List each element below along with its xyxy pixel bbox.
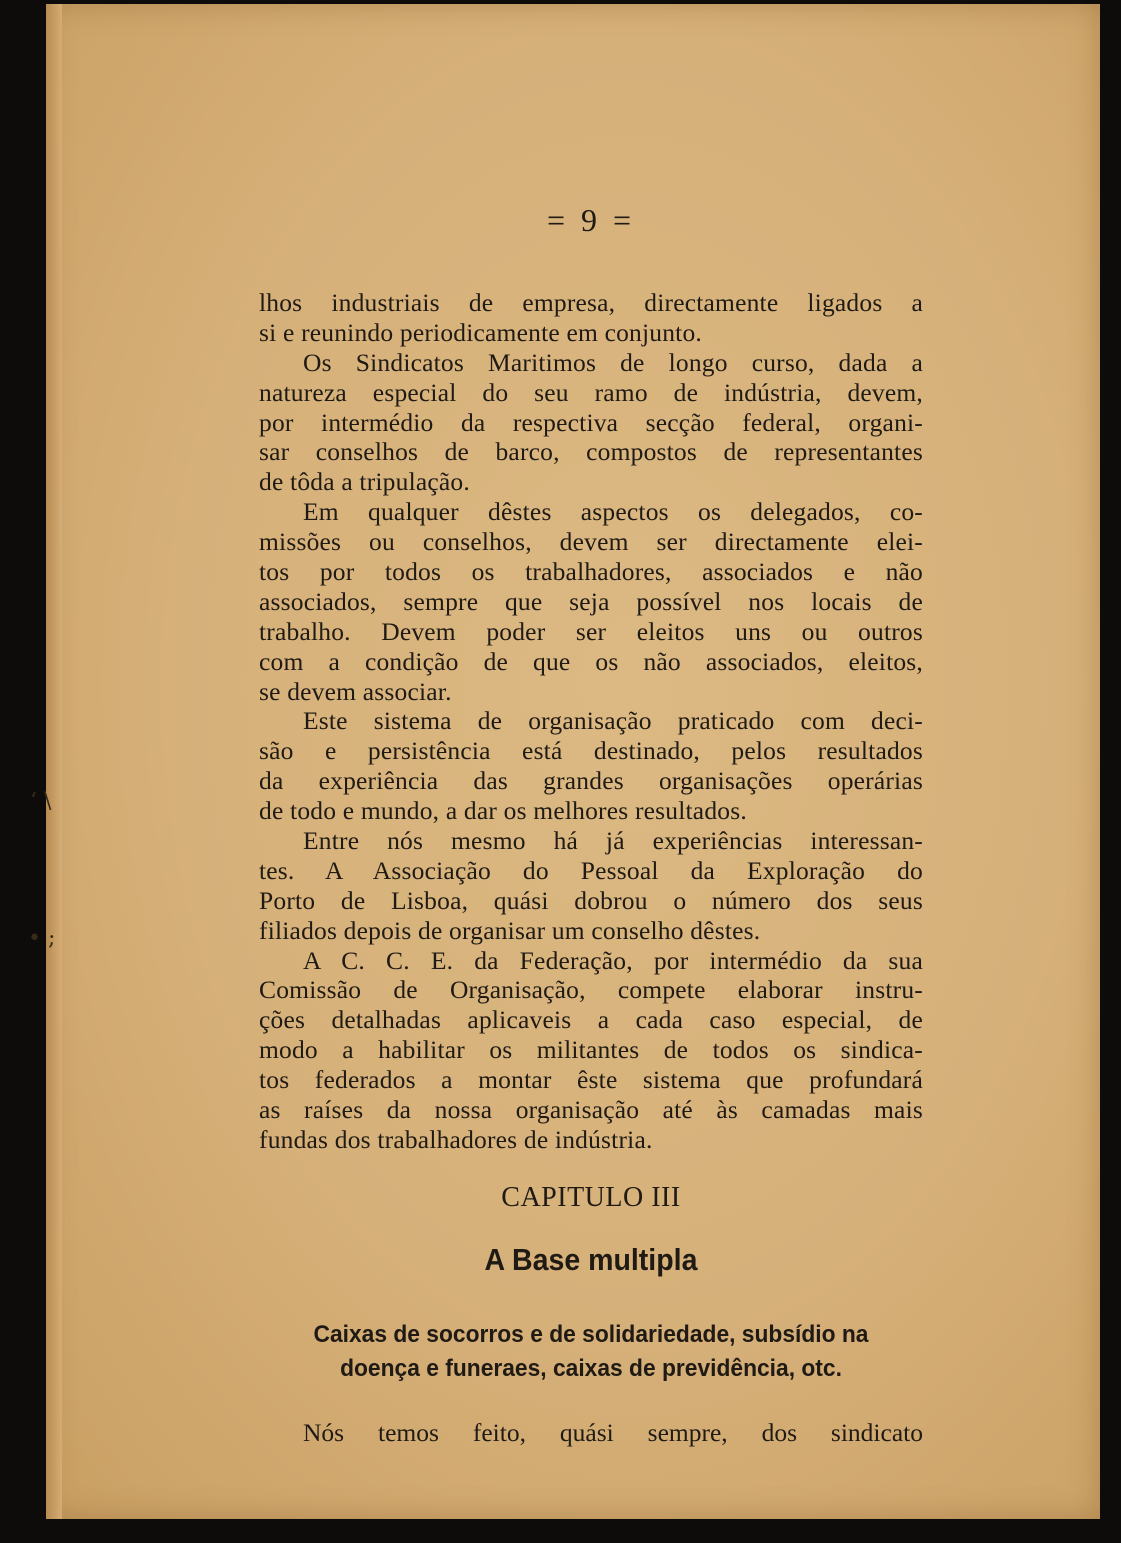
text-line: Este sistema de organisação praticado com deci- xyxy=(303,706,923,736)
paper-sheet xyxy=(28,4,1100,1519)
binding-edge xyxy=(46,4,62,1519)
text-line: lhos industriais de empresa, directamente ligados a xyxy=(259,288,923,317)
text-line: Entre nós mesmo há já experiências interessan- xyxy=(303,826,923,856)
body-text xyxy=(259,288,923,1155)
text-line: por intermédio da respectiva secção federal, organi- xyxy=(259,407,923,437)
text-line: trabalho. Devem poder ser eleitos uns ou outros xyxy=(259,616,923,646)
text-line: tes. A Associação do Pessoal da Exploração do xyxy=(259,855,923,885)
text-line: sar conselhos de barco, compostos de representantes xyxy=(259,437,923,467)
page-number: = 9 = xyxy=(546,202,636,238)
text-line: são e persistência está destinado, pelos resultados xyxy=(259,736,923,766)
text-line: as raíses da nossa organisação até às camadas mais xyxy=(259,1095,923,1125)
text-line: filiados depois de organisar um conselho dêstes. xyxy=(259,915,761,945)
text-line: da experiência das grandes organisações operárias xyxy=(259,766,923,796)
text-line: de todo e mundo, a dar os melhores resultados. xyxy=(259,796,747,826)
binding-mark: • ; xyxy=(28,926,56,951)
summary-line: Caixas de socorros e de solidariedade, subsídio na xyxy=(313,1321,869,1348)
chapter-summary xyxy=(259,1318,923,1386)
text-line: associados, sempre que seja possível nos locais de xyxy=(259,586,923,616)
text-line: se devem associar. xyxy=(259,676,452,706)
text-line: Porto de Lisboa, quási dobrou o número dos seus xyxy=(259,885,923,915)
text-line: A C. C. E. da Federação, por intermédio da sua xyxy=(303,945,923,975)
text-line: ções detalhadas aplicaveis a cada caso especial, de xyxy=(259,1005,923,1035)
chapter-title: A Base multipla xyxy=(484,1242,698,1277)
text-line: Nós temos feito, quási sempre, dos sindicato xyxy=(303,1418,923,1447)
text-line: modo a habilitar os militantes de todos os sindica- xyxy=(259,1035,923,1065)
binding-mark: ‘ \ xyxy=(30,789,52,814)
text-line: Comissão de Organisação, compete elaborar instru- xyxy=(259,975,923,1005)
text-line: Em qualquer dêstes aspectos os delegados, co- xyxy=(303,497,923,527)
summary-line: doença e funeraes, caixas de previdência, otc. xyxy=(340,1355,842,1382)
text-line: Os Sindicatos Maritimos de longo curso, dada a xyxy=(303,347,923,377)
text-line: tos federados a montar êste sistema que profundará xyxy=(259,1065,923,1095)
chapter-label: CAPITULO III xyxy=(501,1182,681,1213)
text-line: missões ou conselhos, devem ser directamente elei- xyxy=(259,527,923,557)
text-line: fundas dos trabalhadores de indústria. xyxy=(259,1124,653,1154)
text-line: si e reunindo periodicamente em conjunto. xyxy=(259,317,702,347)
text-line: de tôda a tripulação. xyxy=(259,467,470,497)
text-line: com a condição de que os não associados, eleitos, xyxy=(259,646,923,676)
text-line: natureza especial do seu ramo de indústria, devem, xyxy=(259,377,923,407)
text-line: tos por todos os trabalhadores, associados e não xyxy=(259,557,923,587)
